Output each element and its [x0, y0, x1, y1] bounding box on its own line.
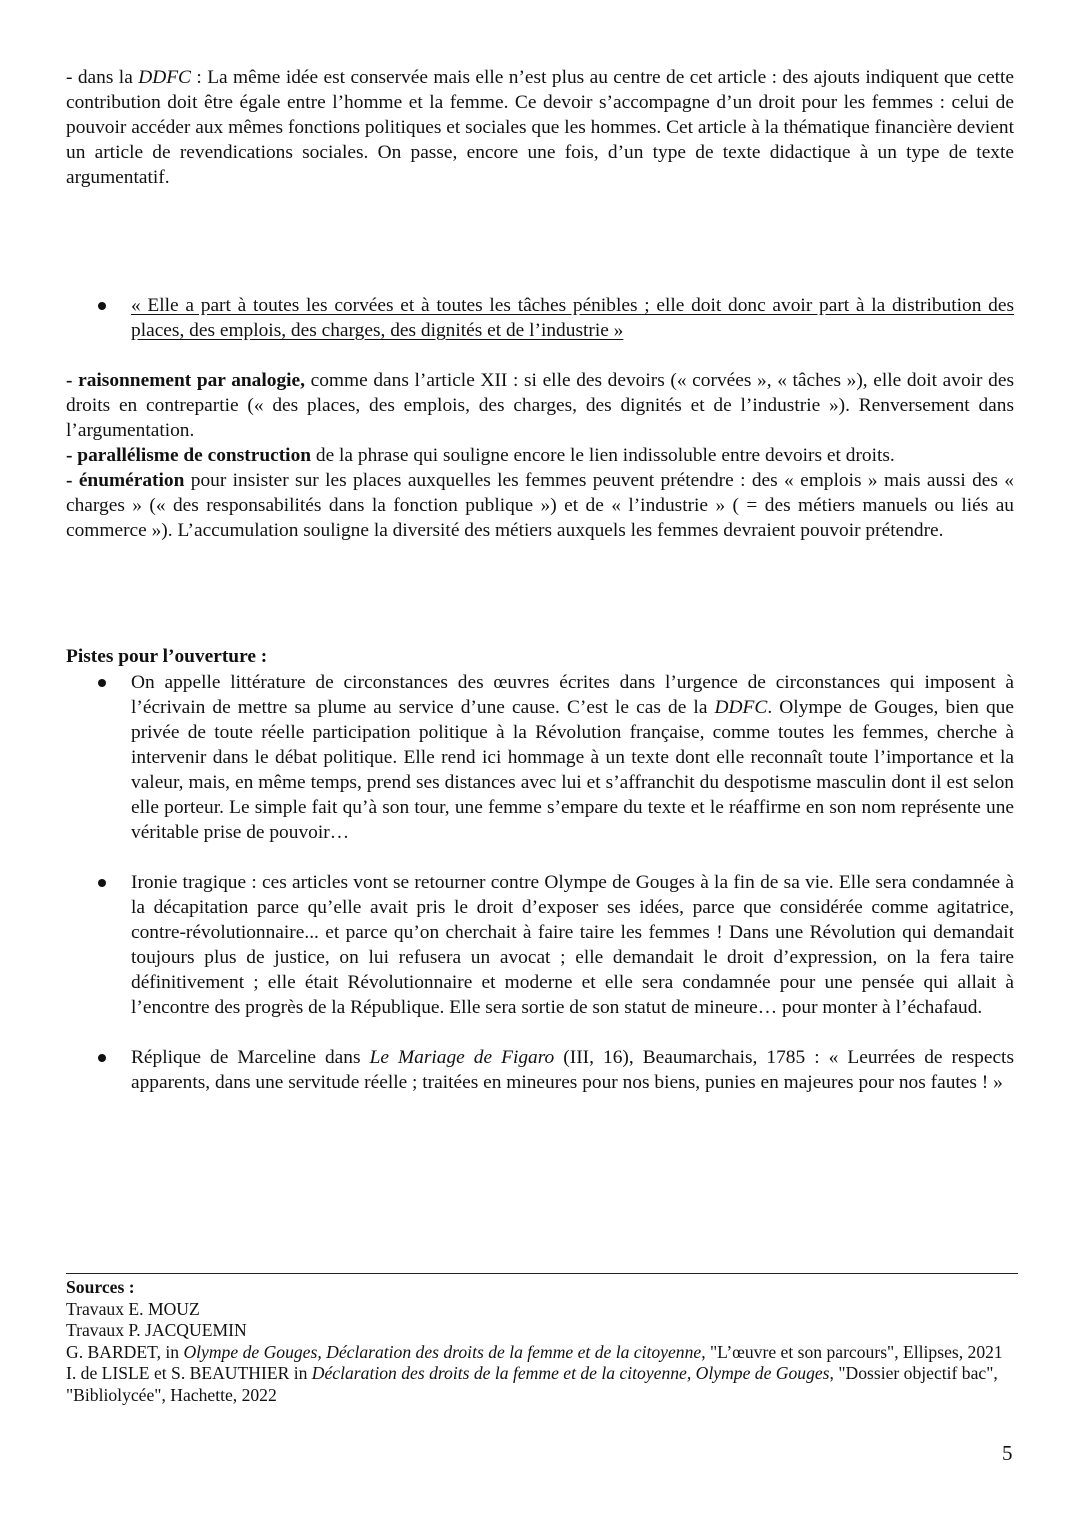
parallelisme-label: - parallélisme de construction [66, 445, 312, 466]
analogie-label: - raisonnement par analogie, [66, 370, 305, 391]
ddfc-text: : La même idée est conservée mais elle n’est plus au centre de cet article : des ajouts indiquent que cette contribution doit être égale entre l’homme et la femme. Ce devoir s’accompagne d’un droit pour les femmes : celui de pouvoir accéder aux mêmes fonctions politiques et sociales que les hommes. Cet article à la thématique financière devient un article de revendications sociales. On passe, encore une fois, d’un type de texte didactique à un type de texte argumentatif. [66, 67, 1014, 188]
quote-text: « Elle a part à toutes les corvées et à toutes les tâches pénibles ; elle doit donc avoir part à la distribution des places, des emplois, des charges, des dignités et de l’industrie » [131, 295, 1014, 341]
bullet-icon [98, 1054, 106, 1062]
sources-block [66, 1277, 1018, 1406]
analysis-enumeration [66, 468, 1014, 543]
analysis-block [66, 368, 1014, 543]
enumeration-label: - énumération [66, 470, 185, 491]
quote-item [66, 293, 1014, 343]
bullet-icon [98, 679, 106, 687]
ddfc-lead: - dans la [66, 67, 139, 88]
enumeration-text: pour insister sur les places auxquelles les femmes peuvent prétendre : des « emplois » mais aussi des « charges » (« des responsabilités dans la fonction publique ») et de « l’industrie » ( = des métiers manuels ou liés au commerce »). L’accumulation souligne la diversité des métiers auxquels les femmes devraient pouvoir prétendre. [66, 470, 1014, 541]
bullet-icon [98, 302, 106, 310]
analysis-parallelisme [66, 443, 1014, 468]
quote-list [66, 293, 1014, 343]
source-item: Travaux E. MOUZ [66, 1298, 200, 1319]
bullet-icon [98, 879, 106, 887]
analysis-analogie [66, 368, 1014, 443]
parallelisme-text: de la phrase qui souligne encore le lien indissoluble entre devoirs et droits. [311, 445, 895, 466]
source-item: Travaux P. JACQUEMIN [66, 1320, 247, 1340]
source-item: I. de LISLE et S. BEAUTHIER in Déclaration des droits de la femme et de la citoyenne, Olympe de Gouges, "Dossier objectif bac", "Bibliolycée", Hachette, 2022 [66, 1363, 998, 1405]
ouverture-heading: Pistes pour l’ouverture : [66, 646, 268, 667]
page-number: 5 [1002, 1441, 1013, 1465]
analogie-text: comme dans l’article XII : si elle des devoirs (« corvées », « tâches »), elle doit avoir des droits en contrepartie (« des places, des emplois, des charges, des dignités et de l’industrie »). Renversement dans l’argumentation. [66, 370, 1014, 441]
source-item: G. BARDET, in Olympe de Gouges, Déclaration des droits de la femme et de la citoyenne, "L’œuvre et son parcours", Ellipses, 2021 [66, 1341, 1003, 1362]
paragraph-ddfc [66, 65, 1014, 190]
footer-divider [66, 1273, 1018, 1274]
sources-heading: Sources : [66, 1277, 135, 1297]
ouverture-item-marceline: Réplique de Marceline dans Le Mariage de Figaro (III, 16), Beaumarchais, 1785 : « Leurrées de respects apparents, dans une servitude réelle ; traitées en mineures pour nos biens, punies en majeures pour nos fautes ! » [66, 1045, 1014, 1095]
ouverture-item-ironie: Ironie tragique : ces articles vont se retourner contre Olympe de Gouges à la fin de sa vie. Elle sera condamnée à la décapitation parce qu’elle avait pris le droit d’exposer ses idées, parce que considérée comme agitatrice, contre-révolutionnaire... et parce qu’on cherchait à faire taire les femmes ! Dans une Révolution qui demandait toujours plus de justice, on lui refusera un avocat ; elle demandait le droit d’expression, on la fera taire définitivement ; elle était Révolutionnaire et moderne et elle sera condamnée pour une pensée qui allait à l’encontre des progrès de la République. Elle sera sortie de son statut de mineure… pour monter à l’échafaud. [66, 870, 1014, 1020]
ouverture-item-circonstances: On appelle littérature de circonstances des œuvres écrites dans l’urgence de circonstances qui imposent à l’écrivain de mettre sa plume au service d’une cause. C’est le cas de la DDFC. Olympe de Gouges, bien que privée de toute réelle participation politique à la Révolution française, comme toutes les femmes, cherche à intervenir dans le débat politique. Elle rend ici hommage à un texte dont elle reconnaît toute l’importance et la valeur, mais, en même temps, prend ses distances avec lui et s’affranchit du despotisme masculin dont il est selon elle porteur. Le simple fait qu’à son tour, une femme s’empare du texte et le réaffirme en son nom représente une véritable prise de pouvoir… [66, 670, 1014, 845]
ddfc-abbrev: DDFC [138, 67, 191, 88]
ouverture-list [66, 670, 1014, 1095]
